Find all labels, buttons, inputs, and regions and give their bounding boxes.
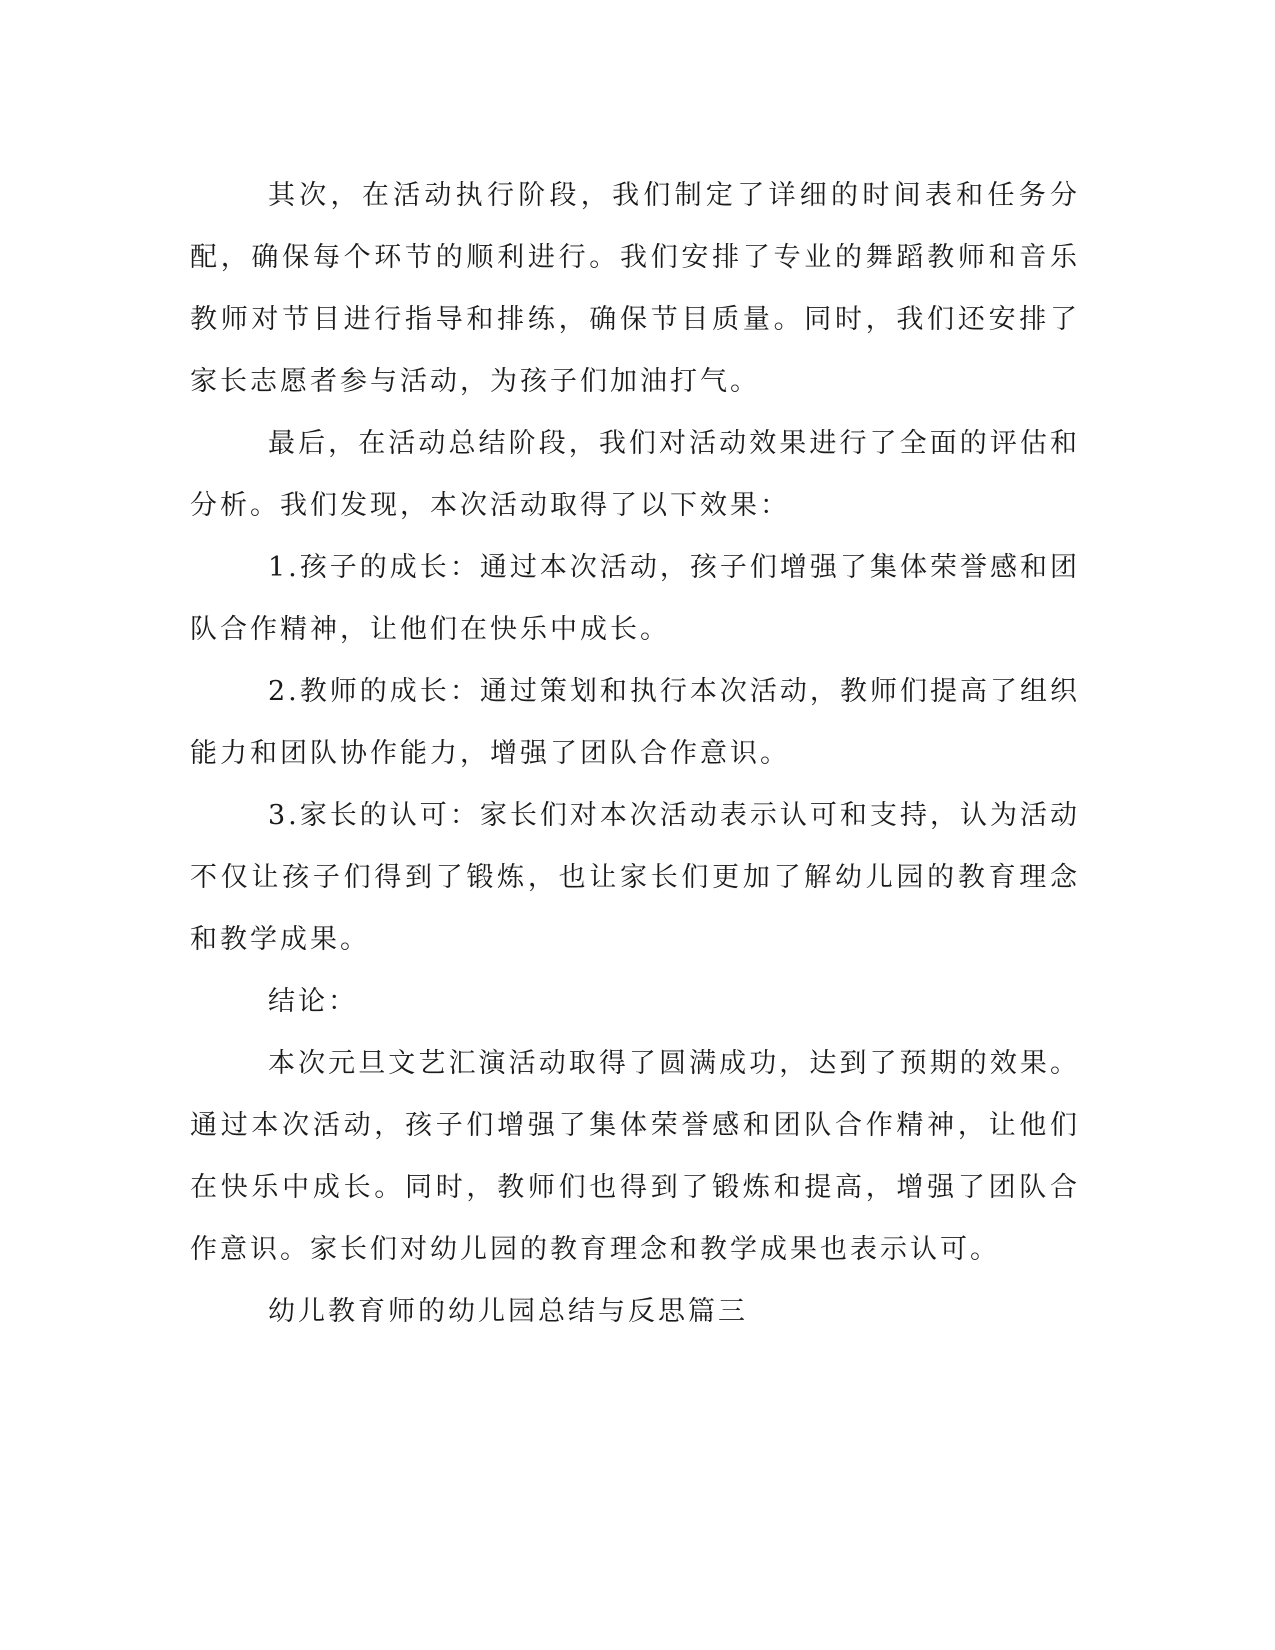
paragraph-execution-phase: 其次，在活动执行阶段，我们制定了详细的时间表和任务分配，确保每个环节的顺利进行。我们安排了专业的舞蹈教师和音乐教师对节目进行指导和排练，确保节目质量。同时，我们还安排了家长志愿者参与活动，为孩子们加油打气。 — [190, 180, 1080, 397]
paragraph-conclusion-heading: 结论： — [268, 986, 358, 1017]
paragraph-teacher-growth: 2.教师的成长：通过策划和执行本次活动，教师们提高了组织能力和团队协作能力，增强了团队合作意识。 — [190, 676, 1080, 769]
paragraph-summary-phase: 最后，在活动总结阶段，我们对活动效果进行了全面的评估和分析。我们发现，本次活动取得了以下效果： — [190, 428, 1080, 521]
document-body — [190, 165, 1080, 1343]
paragraph-children-growth: 1.孩子的成长：通过本次活动，孩子们增强了集体荣誉感和团队合作精神，让他们在快乐中成长。 — [190, 552, 1080, 645]
paragraph-conclusion-body: 本次元旦文艺汇演活动取得了圆满成功，达到了预期的效果。通过本次活动，孩子们增强了集体荣誉感和团队合作精神，让他们在快乐中成长。同时，教师们也得到了锻炼和提高，增强了团队合作意识。家长们对幼儿园的教育理念和教学成果也表示认可。 — [190, 1048, 1080, 1265]
paragraph-section-title: 幼儿教育师的幼儿园总结与反思篇三 — [268, 1296, 748, 1327]
paragraph-parent-approval: 3.家长的认可：家长们对本次活动表示认可和支持，认为活动不仅让孩子们得到了锻炼，也让家长们更加了解幼儿园的教育理念和教学成果。 — [190, 800, 1080, 955]
